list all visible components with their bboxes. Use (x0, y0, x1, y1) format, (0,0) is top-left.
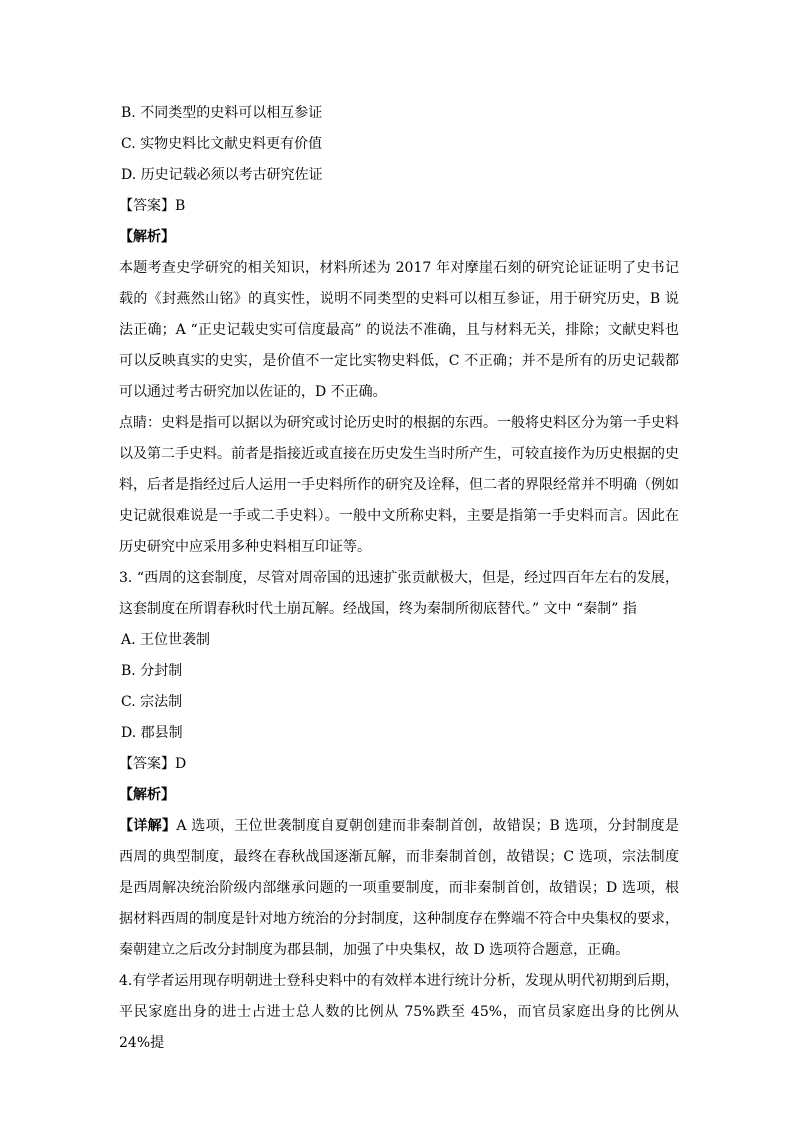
q4-stem: 4.有学者运用现存明朝进士登科史料中的有效样本进行统计分析，发现从明代初期到后期，平民家庭出身的进士占进士总人数的比例从 75%跌至 45%，而官员家庭出身的比例从 24%提 (119, 973, 679, 1051)
q2-option-d: D. 历史记载必须以考古研究佐证 (121, 167, 323, 183)
q3-option-d: D. 郡县制 (121, 725, 183, 741)
q2-answer: 【答案】B (119, 198, 186, 214)
q3-detail (119, 811, 679, 966)
q3-detail-label: 【详解】 (119, 818, 177, 834)
q2-analysis-heading: 【解析】 (119, 229, 175, 245)
q3-detail-text: A 选项，王位世袭制度自夏朝创建而非秦制首创，故错误；B 选项，分封制度是西周的典型制度，最终在春秋战国逐渐瓦解，而非秦制首创，故错误；C 选项，宗法制度是西周解决统治阶级内部继承问题的一项重要制度，而非秦制首创，故错误；D 选项，根据材料西周的制度是针对地方统治的分封制度，这种制度存在弊端不符合中央集权的要求，秦朝建立之后改分封制度为郡县制，加强了中央集权，故 D 选项符合题意，正确。 (119, 818, 680, 958)
q3-option-a: A. 王位世袭制 (121, 632, 211, 648)
q3-analysis-heading: 【解析】 (119, 787, 175, 803)
q2-tip-text: 点睛：史料是指可以据以为研究或讨论历史时的根据的东西。一般将史料区分为第一手史料以及第二手史料。前者是指接近或直接在历史发生当时所产生，可较直接作为历史根据的史料，后者是指经过后人运用一手史料所作的研究及诠释，但二者的界限经常并不明确（例如史记就很难说是一手或二手史料）。一般中文所称史料，主要是指第一手史料而言。因此在历史研究中应采用多种史料相互印证等。 (119, 415, 679, 555)
q3-option-c: C. 宗法制 (121, 694, 183, 710)
q3-answer: 【答案】D (119, 756, 187, 772)
q2-option-c: C. 实物史料比文献史料更有价值 (121, 136, 323, 152)
q3-option-b: B. 分封制 (121, 663, 183, 679)
q3-stem: 3. “西周的这套制度，尽管对周帝国的迅速扩张贡献极大，但是，经过四百年左右的发展，这套制度在所谓春秋时代土崩瓦解。经战国，终为秦制所彻底替代。” 文中 “秦制” 指 (119, 570, 679, 617)
q2-analysis-text: 本题考查史学研究的相关知识，材料所述为 2017 年对摩崖石刻的研究论证证明了史书记载的《封燕然山铭》的真实性，说明不同类型的史料可以相互参证，用于研究历史，B 说法正确；A “正史记载史实可信度最高” 的说法不准确，且与材料无关，排除；文献史料也可以反映真实的史实，是价值不一定比实物史料低，C 不正确；并不是所有的历史记载都可以通过考古研究加以佐证的，D 不正确。 (119, 260, 679, 400)
document-page (119, 98, 679, 1059)
q2-option-b: B. 不同类型的史料可以相互参证 (121, 105, 323, 121)
